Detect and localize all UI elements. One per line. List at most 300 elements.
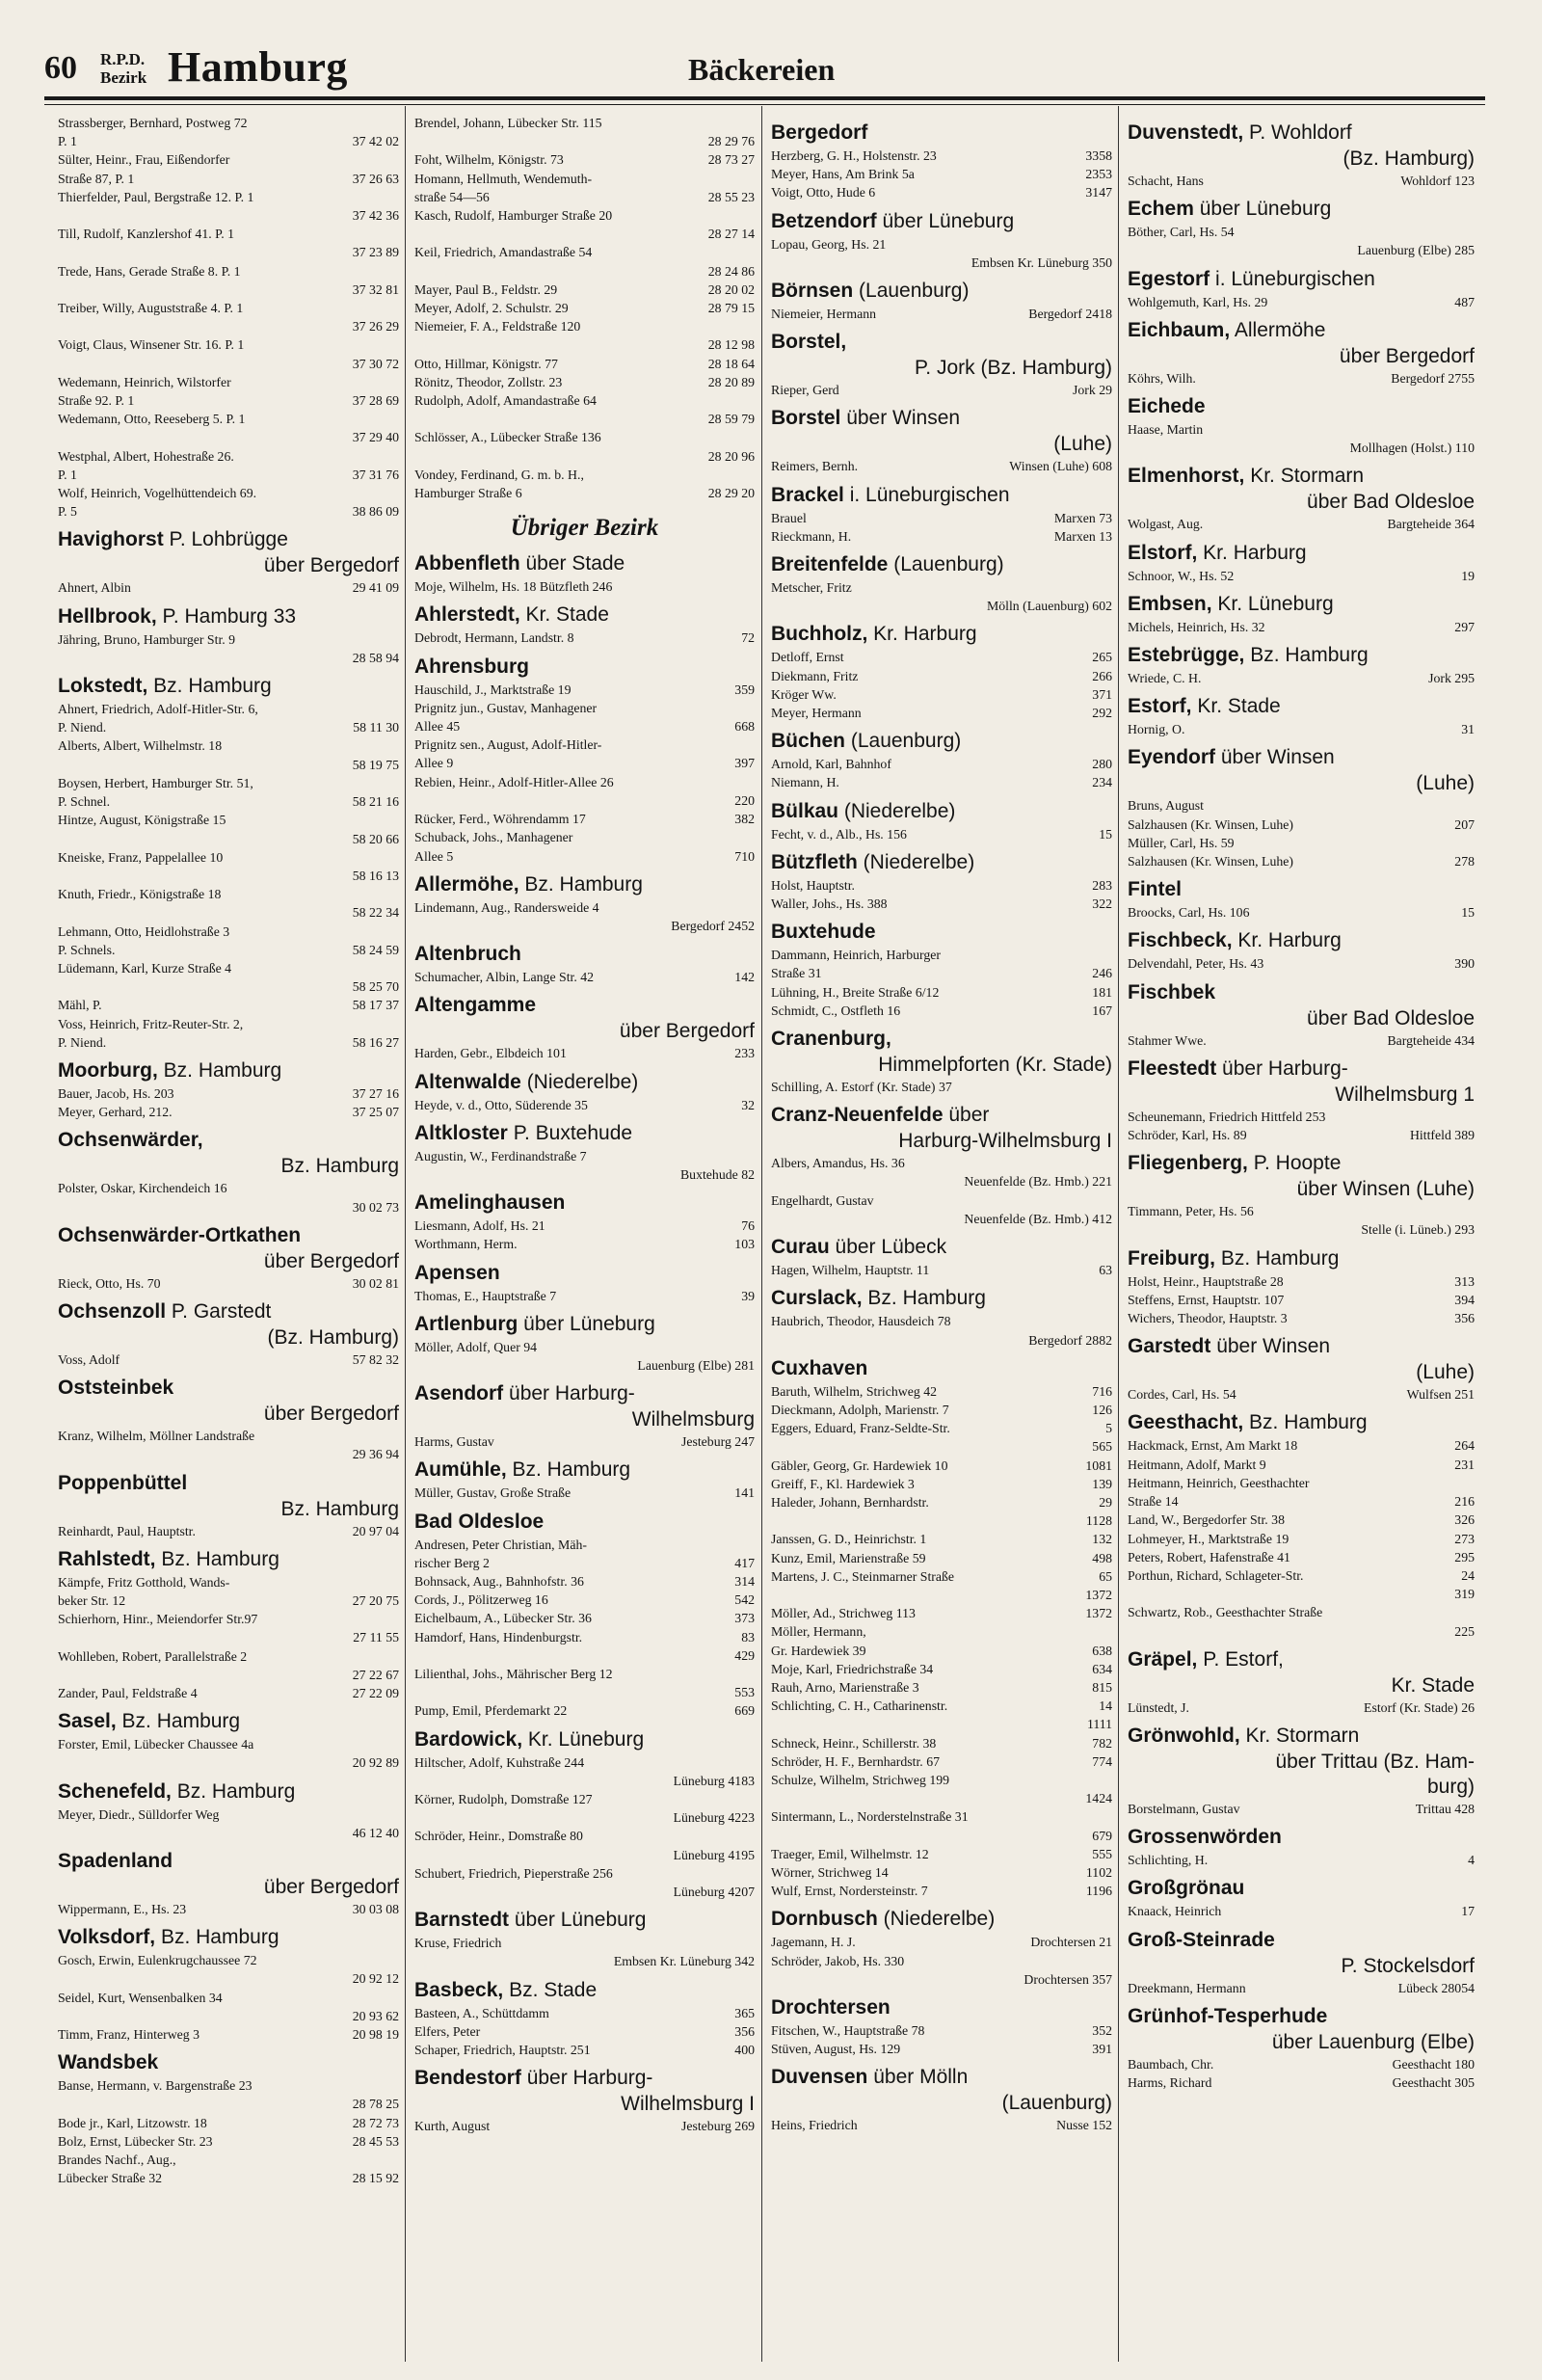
bakery-entry xyxy=(414,2022,755,2041)
bakery-entry xyxy=(414,1572,755,1591)
entry-number-line: Mölln (Lauenburg) 602 xyxy=(986,599,1112,614)
entry-phone: 20 98 19 xyxy=(349,2025,399,2044)
entry-phone: 37 26 63 xyxy=(349,170,399,188)
entry-text: Kasch, Rudolf, Hamburger Straße 20 xyxy=(414,208,613,224)
entry-phone: 233 xyxy=(731,1044,755,1062)
entry-phone: 2353 xyxy=(1081,165,1112,183)
entry-phone: 1081 xyxy=(1081,1457,1112,1475)
bakery-entry xyxy=(1128,293,1475,311)
entry-text: Harms, Gustav xyxy=(414,1434,494,1450)
entry-text: Fecht, v. d., Alb., Hs. 156 xyxy=(771,826,907,842)
entry-text: Lünstedt, J. xyxy=(1128,1699,1189,1715)
bakery-entry xyxy=(1128,903,1475,922)
place-qualifier: (Lauenburg) xyxy=(845,730,962,753)
bakery-entry xyxy=(58,774,399,792)
place-name: Altenwalde xyxy=(414,1070,521,1093)
entry-phone: Geesthacht 305 xyxy=(1389,2073,1475,2092)
place-name: Fleestedt xyxy=(1128,1056,1217,1080)
place-heading xyxy=(771,1234,1112,1261)
place-qualifier: über Harburg- xyxy=(1216,1056,1348,1080)
entry-phone: 37 25 07 xyxy=(349,1103,399,1121)
bakery-entry xyxy=(771,1845,1112,1863)
bakery-entry xyxy=(58,114,399,132)
place-heading xyxy=(414,992,755,1019)
place-name: Cranz-Neuenfelde xyxy=(771,1104,944,1127)
entry-text: Mayer, Paul B., Feldstr. 29 xyxy=(414,281,558,297)
bakery-entry xyxy=(58,941,399,959)
place-heading xyxy=(58,1222,399,1249)
bakery-entry xyxy=(414,754,755,772)
entry-phone: 37 42 02 xyxy=(349,132,399,150)
entry-number-line: Lauenburg (Elbe) 285 xyxy=(1357,243,1475,258)
bakery-entry xyxy=(414,1287,755,1305)
place-name: Hellbrook, xyxy=(58,604,157,628)
bakery-entry xyxy=(1128,1108,1475,1126)
bakery-entry xyxy=(58,848,399,867)
entry-text: Lopau, Georg, Hs. 21 xyxy=(771,236,887,252)
place-qualifier-line: (Luhe) xyxy=(1053,433,1112,456)
entry-phone: 326 xyxy=(1450,1511,1475,1529)
entry-text: Wohlleben, Robert, Parallelstraße 2 xyxy=(58,1648,248,1664)
bakery-entry xyxy=(1128,954,1475,973)
bakery-entry xyxy=(1128,1800,1475,1818)
place-qualifier: über Lüneburg xyxy=(509,1909,647,1932)
entry-phone: 498 xyxy=(1088,1549,1112,1567)
place-name: Ahrensburg xyxy=(414,655,530,678)
bakery-entry xyxy=(414,898,755,917)
entry-text: Lilienthal, Johs., Mährischer Berg 12 xyxy=(414,1666,613,1681)
place-heading xyxy=(1128,266,1475,293)
entry-text: Sülter, Heinr., Frau, Eißendorfer xyxy=(58,152,230,168)
place-heading xyxy=(414,654,755,681)
bakery-entry xyxy=(414,317,755,335)
entry-phone: 295 xyxy=(1450,1548,1475,1566)
entry-text: Schröder, Karl, Hs. 89 xyxy=(1128,1128,1247,1143)
bakery-entry xyxy=(414,355,755,373)
bakery-entry xyxy=(58,1350,399,1369)
place-heading xyxy=(414,602,755,628)
entry-phone: 30 03 08 xyxy=(349,1900,399,1918)
entry-phone: Bergedorf 2755 xyxy=(1387,369,1475,388)
entry-phone: 30 02 81 xyxy=(349,1274,399,1293)
bakery-entry xyxy=(414,577,755,596)
entry-text: Broocks, Carl, Hs. 106 xyxy=(1128,905,1250,921)
bakery-entry xyxy=(771,895,1112,913)
entry-text: Harms, Richard xyxy=(1128,2074,1212,2090)
bakery-entry xyxy=(771,1567,1112,1586)
entry-text: Allee 5 xyxy=(414,848,454,864)
place-heading xyxy=(771,2064,1112,2091)
place-name: Oststeinbek xyxy=(58,1377,174,1400)
entry-number-line: Lüneburg 4207 xyxy=(673,1885,755,1899)
place-name: Großgrönau xyxy=(1128,1877,1245,1900)
entry-phone: 15 xyxy=(1457,903,1475,922)
place-qualifier: P. Lohbrügge xyxy=(163,528,288,551)
entry-text: Schlösser, A., Lübecker Straße 136 xyxy=(414,430,601,445)
entry-text: Schulze, Wilhelm, Strichweg 199 xyxy=(771,1772,950,1787)
entry-text: Debrodt, Hermann, Landstr. 8 xyxy=(414,630,574,646)
place-qualifier: Bz. Hamburg xyxy=(147,675,272,698)
bakery-entry xyxy=(1128,223,1475,241)
bakery-entry xyxy=(414,2117,755,2135)
entry-text: Trede, Hans, Gerade Straße 8. P. 1 xyxy=(58,263,241,279)
place-qualifier: P. Hoopte xyxy=(1247,1152,1342,1175)
entry-text: Haubrich, Theodor, Hausdeich 78 xyxy=(771,1314,951,1329)
entry-text: P. 1 xyxy=(58,134,77,149)
bakery-entry xyxy=(1128,420,1475,439)
place-name: Allermöhe, xyxy=(414,872,519,896)
entry-phone: 126 xyxy=(1088,1401,1112,1419)
entry-text: Knuth, Friedr., Königstraße 18 xyxy=(58,887,222,902)
entry-phone: 314 xyxy=(731,1572,755,1591)
bakery-entry xyxy=(414,1554,755,1572)
entry-phone: 231 xyxy=(1450,1456,1475,1474)
entry-text: Hamburger Straße 6 xyxy=(414,486,522,501)
bakery-entry xyxy=(771,704,1112,722)
bakery-entry xyxy=(1128,796,1475,815)
bakery-entry xyxy=(771,1154,1112,1172)
place-heading xyxy=(414,1120,755,1147)
entry-text: Meyer, Hermann xyxy=(771,706,862,721)
entry-phone: Hittfeld 389 xyxy=(1406,1126,1475,1144)
entry-text: Wolf, Heinrich, Vogelhüttendeich 69. xyxy=(58,486,257,501)
bakery-entry xyxy=(414,170,755,188)
bakery-entry xyxy=(414,1790,755,1808)
entry-phone: 280 xyxy=(1088,755,1112,773)
bakery-entry xyxy=(771,1191,1112,1210)
bakery-entry xyxy=(414,699,755,717)
place-name: Ochsenzoll xyxy=(58,1299,167,1323)
entry-text: Hauschild, J., Marktstraße 19 xyxy=(414,682,572,697)
place-qualifier: Bz. Hamburg xyxy=(171,1779,296,1803)
entry-phone: 417 xyxy=(731,1554,755,1572)
bezirk-label: Bezirk xyxy=(100,68,147,87)
place-qualifier: Kr. Harburg xyxy=(1232,929,1342,952)
entry-text: Kunz, Emil, Marienstraße 59 xyxy=(771,1550,926,1565)
bakery-entry xyxy=(1128,669,1475,687)
entry-text: Möller, Ad., Strichweg 113 xyxy=(771,1606,916,1621)
entry-phone: 297 xyxy=(1450,618,1475,636)
place-heading xyxy=(771,798,1112,825)
bakery-entry xyxy=(771,685,1112,704)
place-qualifier: (Niederelbe) xyxy=(877,1908,996,1931)
entry-number-line: 1372 xyxy=(1085,1587,1112,1602)
entry-phone: 278 xyxy=(1450,852,1475,870)
entry-text: Keil, Friedrich, Amandastraße 54 xyxy=(414,245,593,260)
entry-text: Homann, Hellmuth, Wendemuth- xyxy=(414,171,593,186)
entry-number-line: Neuenfelde (Bz. Hmb.) 412 xyxy=(964,1211,1112,1226)
entry-number-line: 225 xyxy=(1454,1623,1475,1639)
entry-phone: 3147 xyxy=(1081,183,1112,201)
bakery-entry xyxy=(771,527,1112,546)
entry-text: Lindemann, Aug., Randersweide 4 xyxy=(414,899,599,915)
place-qualifier-line: Wilhelmsburg I xyxy=(621,2093,755,2116)
entry-text: rischer Berg 2 xyxy=(414,1555,490,1570)
entry-phone: 373 xyxy=(731,1609,755,1627)
entry-text: Salzhausen (Kr. Winsen, Luhe) xyxy=(1128,854,1293,869)
entry-text: Pump, Emil, Pferdemarkt 22 xyxy=(414,1703,568,1719)
place-heading xyxy=(1128,1150,1475,1177)
column-divider xyxy=(761,106,762,2362)
entry-text: Greiff, F., Kl. Hardewiek 3 xyxy=(771,1476,915,1491)
entry-number-line: Embsen Kr. Lüneburg 350 xyxy=(970,254,1112,270)
entry-text: Schacht, Hans xyxy=(1128,174,1204,188)
bakery-entry xyxy=(771,235,1112,254)
entry-phone: 669 xyxy=(731,1701,755,1720)
entry-number-line: 58 22 34 xyxy=(352,905,399,921)
place-heading xyxy=(58,1127,399,1154)
place-name: Fliegenberg, xyxy=(1128,1152,1248,1175)
entry-phone: 28 72 73 xyxy=(349,2114,399,2132)
entry-text: Holst, Hauptstr. xyxy=(771,877,855,893)
entry-text: Borstelmann, Gustav xyxy=(1128,1801,1240,1816)
bakery-entry xyxy=(1128,1511,1475,1529)
entry-text: straße 54—56 xyxy=(414,189,490,204)
entry-phone: Bargteheide 364 xyxy=(1383,515,1475,533)
entry-phone: Jork 29 xyxy=(1069,381,1112,399)
place-name: Bützfleth xyxy=(771,850,858,873)
bakery-entry xyxy=(771,457,1112,475)
bakery-entry xyxy=(1128,567,1475,585)
place-qualifier: P. Buxtehude xyxy=(507,1121,633,1144)
entry-text: Wolgast, Aug. xyxy=(1128,517,1204,532)
place-name: Ochsenwärder-Ortkathen xyxy=(58,1223,302,1246)
bakery-entry xyxy=(771,1678,1112,1697)
place-name: Altenbruch xyxy=(414,943,521,966)
place-qualifier-line: Wilhelmsburg xyxy=(631,1408,755,1431)
entry-phone: 638 xyxy=(1088,1642,1112,1660)
entry-text: Schumacher, Albin, Lange Str. 42 xyxy=(414,970,595,985)
place-name: Embsen, xyxy=(1128,592,1212,615)
entry-number-line: Lüneburg 4183 xyxy=(673,1773,755,1788)
bakery-entry xyxy=(414,1628,755,1646)
entry-number-line: 319 xyxy=(1454,1587,1475,1602)
entry-number-line: 1111 xyxy=(1086,1717,1112,1732)
bakery-entry xyxy=(1128,852,1475,870)
bakery-entry xyxy=(58,391,399,410)
entry-number-line: 58 19 75 xyxy=(352,757,399,772)
place-name: Artlenburg xyxy=(414,1312,518,1335)
place-name: Betzendorf xyxy=(771,209,877,232)
place-heading xyxy=(1128,1824,1475,1851)
entry-text: Zander, Paul, Feldstraße 4 xyxy=(58,1685,198,1700)
entry-text: Bode jr., Karl, Litzowstr. 18 xyxy=(58,2115,207,2130)
entry-phone: 5 xyxy=(1102,1419,1112,1437)
bakery-entry xyxy=(58,1179,399,1197)
bakery-entry xyxy=(58,299,399,317)
entry-text: Wörner, Strichweg 14 xyxy=(771,1864,889,1880)
bakery-entry xyxy=(58,885,399,903)
place-heading xyxy=(771,329,1112,356)
place-qualifier: über Lüneburg xyxy=(876,209,1015,232)
bakery-entry xyxy=(771,165,1112,183)
entry-number-line: 58 25 70 xyxy=(352,979,399,995)
place-name: Buxtehude xyxy=(771,921,876,944)
bakery-entry xyxy=(58,335,399,354)
entry-text: Möller, Adolf, Quer 94 xyxy=(414,1339,538,1354)
entry-text: Köhrs, Wilh. xyxy=(1128,370,1196,386)
bakery-entry xyxy=(771,1002,1112,1020)
bakery-entry xyxy=(414,1665,755,1683)
entry-number-line: Neuenfelde (Bz. Hmb.) 221 xyxy=(964,1174,1112,1190)
bakery-entry xyxy=(771,983,1112,1002)
entry-text: Rönitz, Theodor, Zollstr. 23 xyxy=(414,374,563,389)
bakery-entry xyxy=(58,1647,399,1666)
entry-phone: 356 xyxy=(731,2022,755,2041)
entry-text: Bauer, Jacob, Hs. 203 xyxy=(58,1085,174,1101)
place-qualifier-line: Wilhelmsburg 1 xyxy=(1335,1083,1475,1106)
entry-number-line: Embsen Kr. Lüneburg 342 xyxy=(613,1954,755,1969)
place-name: Curau xyxy=(771,1236,830,1259)
entry-number-line: 30 02 73 xyxy=(352,1199,399,1215)
entry-text: P. Schnels. xyxy=(58,942,116,957)
entry-phone: 15 xyxy=(1095,825,1112,843)
entry-phone: 139 xyxy=(1088,1475,1112,1493)
bakery-entry xyxy=(58,410,399,428)
place-qualifier-line: burg) xyxy=(1426,1775,1475,1798)
entry-phone: 313 xyxy=(1450,1272,1475,1291)
entry-number-line: Lüneburg 4195 xyxy=(673,1847,755,1862)
place-heading xyxy=(1128,744,1475,771)
bakery-entry xyxy=(58,466,399,484)
entry-text: Thomas, E., Hauptstraße 7 xyxy=(414,1288,557,1303)
bakery-entry xyxy=(414,1609,755,1627)
entry-text: Gosch, Erwin, Eulenkrugchaussee 72 xyxy=(58,1953,257,1968)
entry-phone: 716 xyxy=(1088,1382,1112,1401)
entry-phone: 382 xyxy=(731,810,755,828)
entry-text: Dreekmann, Hermann xyxy=(1128,1980,1246,1995)
entry-phone: 37 31 76 xyxy=(349,466,399,484)
entry-text: Steffens, Ernst, Hauptstr. 107 xyxy=(1128,1292,1285,1307)
bakery-entry xyxy=(414,2004,755,2022)
place-name: Eyendorf xyxy=(1128,746,1216,769)
entry-text: Delvendahl, Peter, Hs. 43 xyxy=(1128,956,1264,972)
entry-text: Scheunemann, Friedrich Hittfeld 253 xyxy=(1128,1109,1326,1124)
entry-number-line: 20 92 12 xyxy=(352,1971,399,1987)
bakery-entry xyxy=(58,2114,399,2132)
bakery-entry xyxy=(1128,1851,1475,1869)
bakery-entry xyxy=(414,1235,755,1253)
entry-text: Seidel, Kurt, Wensenbalken 34 xyxy=(58,1990,223,2005)
entry-text: Meyer, Diedr., Sülldorfer Weg xyxy=(58,1806,220,1822)
region-heading: Übriger Bezirk xyxy=(510,515,659,542)
bakery-entry xyxy=(771,1933,1112,1951)
entry-text: Till, Rudolf, Kanzlershof 41. P. 1 xyxy=(58,227,235,242)
place-qualifier-line: über Bergedorf xyxy=(263,1403,399,1426)
place-heading xyxy=(771,1285,1112,1312)
entry-text: Lühning, H., Breite Straße 6/12 xyxy=(771,984,940,1000)
entry-text: Reimers, Bernh. xyxy=(771,459,859,474)
entry-phone: 487 xyxy=(1450,293,1475,311)
place-name: Elstorf, xyxy=(1128,541,1198,564)
entry-phone: Wulfsen 251 xyxy=(1403,1385,1475,1404)
place-qualifier-line: über Bergedorf xyxy=(619,1020,755,1043)
place-heading xyxy=(771,1026,1112,1053)
place-qualifier: Kr. Stade xyxy=(519,603,609,627)
place-heading xyxy=(771,1102,1112,1129)
entry-phone: Marxen 73 xyxy=(1050,509,1112,527)
place-heading xyxy=(1128,463,1475,490)
bakery-entry xyxy=(58,1591,399,1610)
entry-text: Liesmann, Adolf, Hs. 21 xyxy=(414,1218,545,1234)
entry-text: Schlichting, H. xyxy=(1128,1853,1209,1868)
place-qualifier: Bz. Hamburg xyxy=(518,872,643,896)
bakery-entry xyxy=(1128,369,1475,388)
place-qualifier-line: Bz. Hamburg xyxy=(280,1155,399,1178)
bakery-entry xyxy=(414,428,755,446)
entry-number-line: 20 92 89 xyxy=(352,1755,399,1771)
bakery-entry xyxy=(414,373,755,391)
place-qualifier: über Lüneburg xyxy=(1193,198,1332,221)
district-label xyxy=(100,50,146,87)
place-qualifier-line: über Bad Oldesloe xyxy=(1307,491,1475,514)
place-heading xyxy=(1128,2003,1475,2030)
entry-text: Augustin, W., Ferdinandstraße 7 xyxy=(414,1148,587,1163)
bakery-entry xyxy=(58,2151,399,2169)
entry-text: Voss, Adolf xyxy=(58,1351,120,1367)
place-name: Gräpel, xyxy=(1128,1647,1198,1671)
entry-phone: 20 97 04 xyxy=(349,1522,399,1540)
entry-number-line: 553 xyxy=(734,1685,755,1700)
place-qualifier: Kr. Harburg xyxy=(1197,541,1307,564)
entry-text: Voigt, Claus, Winsener Str. 16. P. 1 xyxy=(58,337,245,353)
entry-text: Schröder, H. F., Bernhardstr. 67 xyxy=(771,1753,940,1769)
place-heading xyxy=(414,1726,755,1753)
bakery-entry xyxy=(58,188,399,206)
column-4 xyxy=(1128,114,1475,2360)
bakery-entry xyxy=(1128,1031,1475,1050)
place-heading xyxy=(58,1375,399,1402)
place-qualifier-line: über Bergedorf xyxy=(263,554,399,577)
place-heading xyxy=(771,405,1112,432)
place-heading xyxy=(414,1311,755,1338)
bakery-entry xyxy=(1128,1603,1475,1621)
bakery-entry xyxy=(1128,2073,1475,2092)
bakery-entry xyxy=(414,1591,755,1609)
entry-phone: 216 xyxy=(1450,1492,1475,1511)
entry-phone: 555 xyxy=(1088,1845,1112,1863)
entry-phone: 29 41 09 xyxy=(349,578,399,597)
place-qualifier: Bz. Hamburg xyxy=(1215,1246,1340,1270)
place-name: Brackel xyxy=(771,483,844,506)
place-qualifier: Bz. Hamburg xyxy=(1243,1411,1368,1434)
entry-phone: 234 xyxy=(1088,773,1112,791)
entry-text: Martens, J. C., Steinmarner Straße xyxy=(771,1568,955,1584)
bakery-entry xyxy=(58,1015,399,1033)
entry-text: Rieper, Gerd xyxy=(771,383,839,398)
place-name: Grünhof-Tesperhude xyxy=(1128,2004,1328,2027)
bakery-entry xyxy=(771,825,1112,843)
place-qualifier: Kr. Lüneburg xyxy=(1211,592,1334,615)
entry-phone: 207 xyxy=(1450,816,1475,834)
bakery-entry xyxy=(414,1338,755,1356)
entry-text: Meyer, Adolf, 2. Schulstr. 29 xyxy=(414,301,569,316)
entry-number-line: 37 32 81 xyxy=(352,281,399,297)
bakery-entry xyxy=(58,2025,399,2044)
place-qualifier: über Harburg- xyxy=(520,2067,653,2090)
place-name: Wandsbek xyxy=(58,2051,159,2074)
entry-text: Brauel xyxy=(771,510,807,525)
entry-text: Bruns, August xyxy=(1128,798,1204,814)
place-heading xyxy=(58,1546,399,1573)
bakery-entry xyxy=(414,1147,755,1165)
bakery-entry xyxy=(1128,1202,1475,1220)
entry-text: Heitmann, Adolf, Markt 9 xyxy=(1128,1457,1266,1472)
bakery-entry xyxy=(58,1610,399,1628)
entry-phone: 72 xyxy=(737,628,755,647)
entry-text: Rücker, Ferd., Wöhrendamm 17 xyxy=(414,812,586,827)
entry-number-line: 29 36 94 xyxy=(352,1447,399,1462)
